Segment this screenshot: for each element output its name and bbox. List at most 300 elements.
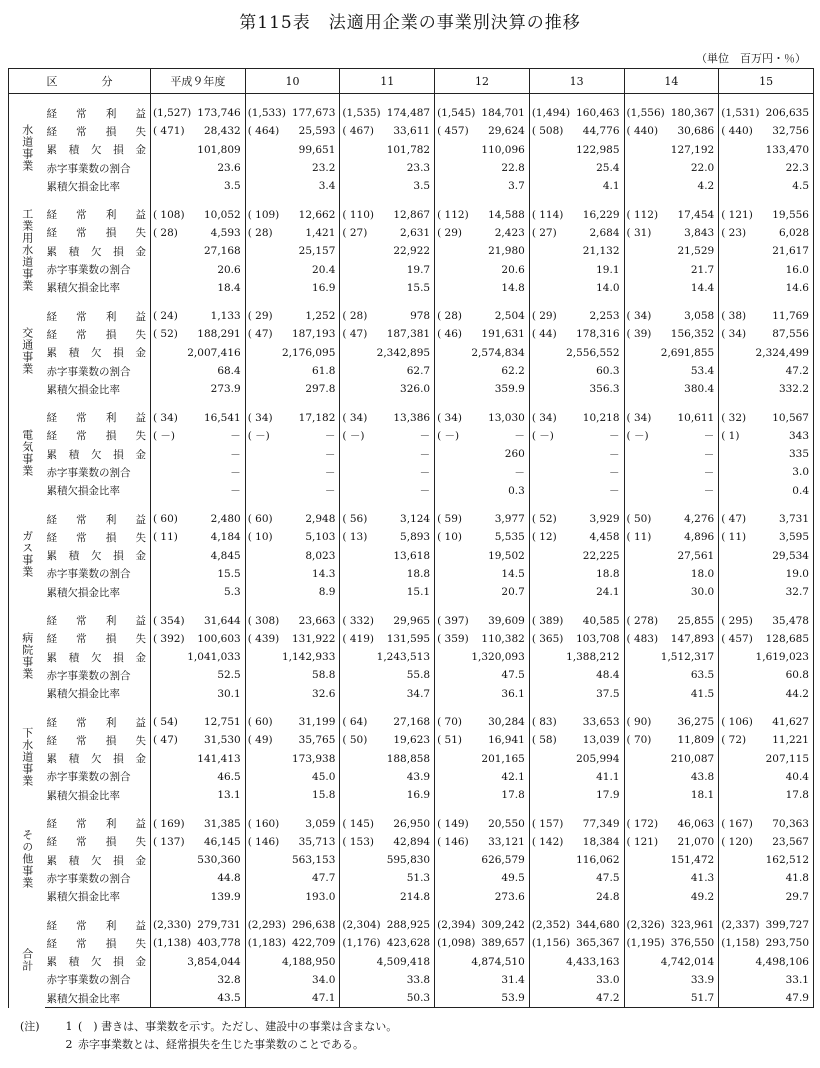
group-label: 水道事業 <box>9 104 45 195</box>
table-cell <box>435 344 530 362</box>
amount-value: 21,980 <box>488 245 525 258</box>
table-cell <box>529 141 624 159</box>
amount-value: 1,133 <box>210 310 241 323</box>
table-cell <box>245 685 340 703</box>
amount-value: － <box>609 430 620 443</box>
count-value: (2,352) <box>531 919 571 932</box>
row-label: 累積欠損金比率 <box>46 383 120 396</box>
amount-value: 19,502 <box>488 549 525 562</box>
table-cell <box>151 325 246 343</box>
note-text: ( ) 書きは、事業数を示す。ただし、建設中の事業は含まない。 <box>78 1020 398 1033</box>
table-cell <box>624 159 719 177</box>
row-label: 累積欠損金 <box>46 144 146 157</box>
amount-value: 3,977 <box>494 513 525 526</box>
row-label: 赤字事業数の割合 <box>46 568 131 581</box>
count-value: ( 137) <box>153 835 185 848</box>
count-value: ( 110) <box>342 208 374 221</box>
amount-value: 22.0 <box>690 162 715 175</box>
amount-value: 34.7 <box>406 687 431 700</box>
amount-value: 30.1 <box>217 687 241 700</box>
table-cell <box>719 869 814 887</box>
table-cell <box>340 177 435 195</box>
amount-value: 178,316 <box>576 328 620 341</box>
row-label: 赤字事業数の割合 <box>46 771 131 784</box>
amount-value: 530,360 <box>197 854 241 867</box>
table-cell <box>529 104 624 122</box>
count-value: ( －) <box>153 430 176 443</box>
table-cell <box>529 952 624 970</box>
amount-value: 13,030 <box>488 411 525 424</box>
amount-value: 63.5 <box>690 669 715 682</box>
amount-value: 14.4 <box>690 281 715 294</box>
amount-value: 2,504 <box>494 310 525 323</box>
amount-value: 42,894 <box>393 835 431 848</box>
table-cell <box>340 325 435 343</box>
note-mark: (注) <box>20 1020 40 1033</box>
table-cell <box>151 260 246 278</box>
count-value: ( 457) <box>437 125 469 138</box>
table-cell <box>340 344 435 362</box>
amount-value: 25,593 <box>298 125 336 138</box>
count-value: ( 39) <box>626 328 652 341</box>
amount-value: 2,556,552 <box>566 346 620 359</box>
amount-value: 49.2 <box>690 890 715 903</box>
amount-value: 563,153 <box>291 854 336 867</box>
amount-value: 15.1 <box>406 586 431 599</box>
table-row <box>9 408 814 426</box>
table-cell <box>435 463 530 481</box>
row-label: 経常利益 <box>46 412 146 425</box>
table-cell <box>340 814 435 832</box>
amount-value: － <box>514 430 525 443</box>
amount-value: 978 <box>410 310 431 323</box>
amount-value: 4,433,163 <box>566 955 620 968</box>
table-cell <box>529 159 624 177</box>
table-cell <box>719 952 814 970</box>
amount-value: 22,922 <box>393 245 431 258</box>
amount-value: 61.8 <box>312 365 336 377</box>
table-cell <box>435 325 530 343</box>
amount-value: 122,985 <box>576 143 620 156</box>
table-cell <box>245 159 340 177</box>
table-cell <box>245 713 340 731</box>
amount-value: 184,701 <box>481 107 525 120</box>
count-value: (2,394) <box>437 919 476 932</box>
amount-value: 423,628 <box>386 937 431 950</box>
table-cell <box>151 279 246 297</box>
amount-value: 33.0 <box>596 973 620 986</box>
table-row <box>9 750 814 768</box>
amount-value: 16,229 <box>582 208 620 221</box>
table-cell <box>529 307 624 325</box>
group-label: 電気事業 <box>9 408 45 499</box>
table-cell <box>719 104 814 122</box>
table-cell <box>151 583 246 601</box>
table-cell <box>435 713 530 731</box>
count-value: ( 112) <box>437 208 469 221</box>
table-row <box>9 971 814 989</box>
amount-value: 260 <box>504 448 525 461</box>
table-cell <box>624 104 719 122</box>
amount-value: 12,751 <box>203 716 241 729</box>
count-value: ( 50) <box>626 513 652 526</box>
amount-value: 18.4 <box>217 281 241 294</box>
count-value: ( 28) <box>342 310 368 323</box>
amount-value: 13,039 <box>582 734 620 747</box>
table-row <box>9 362 814 380</box>
amount-value: 21.7 <box>690 263 715 276</box>
count-value: ( 34) <box>626 310 652 323</box>
amount-value: 131,595 <box>386 632 431 645</box>
table-cell <box>151 427 246 445</box>
table-cell <box>529 869 624 887</box>
row-label: 累積欠損金比率 <box>46 891 120 904</box>
table-cell <box>340 833 435 851</box>
count-value: ( 169) <box>153 817 185 830</box>
amount-value: 110,382 <box>481 632 525 645</box>
table-cell <box>719 611 814 629</box>
amount-value: 15.8 <box>312 789 336 802</box>
count-value: (1,527) <box>153 107 192 120</box>
amount-value: 11,809 <box>677 734 715 747</box>
amount-value: 13,618 <box>393 549 431 562</box>
amount-value: 403,778 <box>197 937 241 950</box>
amount-value: 147,893 <box>670 632 715 645</box>
header-year: 14 <box>624 69 719 94</box>
amount-value: 2,253 <box>589 310 620 323</box>
amount-value: 174,487 <box>386 107 431 120</box>
table-cell <box>340 141 435 159</box>
amount-value: － <box>514 466 525 479</box>
amount-value: 2,631 <box>400 226 431 239</box>
amount-value: 288,925 <box>386 919 431 932</box>
amount-value: 47.9 <box>785 992 809 1005</box>
amount-value: － <box>419 485 431 498</box>
amount-value: 20.6 <box>501 263 525 276</box>
group-label: 合計 <box>9 916 45 1008</box>
amount-value: 376,550 <box>670 937 715 950</box>
table-row <box>9 205 814 223</box>
table-cell <box>151 869 246 887</box>
table-cell <box>151 713 246 731</box>
note-item <box>20 1036 397 1054</box>
table-cell <box>529 279 624 297</box>
group-label: 下水道事業 <box>9 713 45 804</box>
table-cell <box>529 731 624 749</box>
amount-value: 14.0 <box>596 281 620 294</box>
table-cell <box>340 888 435 906</box>
count-value: ( 153) <box>342 835 374 848</box>
amount-value: 87,556 <box>772 328 809 341</box>
table-row <box>9 445 814 463</box>
table-cell <box>624 463 719 481</box>
amount-value: 1,243,513 <box>376 651 431 664</box>
amount-value: － <box>609 448 620 461</box>
amount-value: 41,627 <box>772 716 809 729</box>
amount-value: 58.8 <box>312 669 336 682</box>
amount-value: 32.8 <box>217 973 241 986</box>
table-cell <box>340 713 435 731</box>
table-cell <box>435 177 530 195</box>
header-year: 13 <box>529 69 624 94</box>
table-cell <box>624 814 719 832</box>
table-row <box>9 814 814 832</box>
table-row <box>9 916 814 934</box>
count-value: ( 308) <box>247 614 280 627</box>
table-row <box>9 685 814 703</box>
count-value: (1,176) <box>342 937 381 950</box>
count-value: ( 440) <box>626 125 659 138</box>
table-cell <box>435 122 530 140</box>
row-label: 赤字事業数の割合 <box>46 974 131 987</box>
table-row <box>9 224 814 242</box>
count-value: ( 28) <box>247 226 273 239</box>
table-cell <box>245 648 340 666</box>
row-label: 経常損失 <box>46 328 146 341</box>
table-cell <box>435 510 530 528</box>
count-value: ( 121) <box>626 835 659 848</box>
count-value: ( －) <box>437 430 460 443</box>
amount-value: 21,529 <box>677 245 715 258</box>
table-cell <box>151 989 246 1008</box>
amount-value: 32.6 <box>312 687 336 700</box>
count-value: ( 508) <box>531 125 564 138</box>
amount-value: 21,617 <box>772 245 809 258</box>
amount-value: 2,684 <box>589 226 620 239</box>
amount-value: 1,619,023 <box>755 651 809 664</box>
table-cell <box>435 916 530 934</box>
count-value: ( 38) <box>721 310 747 323</box>
table-cell <box>435 583 530 601</box>
table-cell <box>529 224 624 242</box>
table-row <box>9 851 814 869</box>
table-row <box>9 713 814 731</box>
count-value: ( 44) <box>531 328 557 341</box>
table-cell <box>151 344 246 362</box>
table-cell <box>719 731 814 749</box>
amount-value: 47.7 <box>312 872 336 885</box>
count-value: ( 149) <box>437 817 469 830</box>
table-cell <box>245 380 340 398</box>
amount-value: 23,663 <box>298 614 336 627</box>
amount-value: 2,574,834 <box>471 346 525 359</box>
amount-value: 77,349 <box>582 817 620 830</box>
table-cell <box>245 547 340 565</box>
table-cell <box>719 916 814 934</box>
row-label: 経常損失 <box>46 633 146 646</box>
table-cell <box>624 952 719 970</box>
amount-value: 17.8 <box>785 789 809 802</box>
table-cell <box>151 786 246 804</box>
count-value: ( 64) <box>342 716 368 729</box>
amount-value: 4,184 <box>210 531 241 544</box>
table-cell <box>435 408 530 426</box>
row-label: 経常損失 <box>46 937 146 950</box>
table-row <box>9 242 814 260</box>
table-cell <box>529 408 624 426</box>
group-label: 病院事業 <box>9 611 45 702</box>
amount-value: 47.1 <box>312 992 336 1005</box>
table-row <box>9 888 814 906</box>
amount-value: 100,603 <box>197 632 241 645</box>
amount-value: 41.3 <box>690 872 715 885</box>
amount-value: 101,782 <box>386 143 431 156</box>
amount-value: 173,746 <box>197 107 241 120</box>
table-cell <box>151 768 246 786</box>
amount-value: 131,922 <box>291 632 336 645</box>
amount-value: 344,680 <box>576 919 620 932</box>
table-cell <box>340 224 435 242</box>
table-cell <box>151 971 246 989</box>
amount-value: 380.4 <box>684 383 715 396</box>
amount-value: 4.5 <box>792 180 809 193</box>
table-cell <box>151 952 246 970</box>
table-cell <box>340 869 435 887</box>
table-cell <box>624 547 719 565</box>
amount-value: － <box>230 485 241 498</box>
count-value: (1,533) <box>247 107 286 120</box>
table-cell <box>435 279 530 297</box>
table-cell <box>435 362 530 380</box>
table-cell <box>719 971 814 989</box>
amount-value: 11,769 <box>772 310 809 323</box>
table-cell <box>529 205 624 223</box>
amount-value: 22.3 <box>785 162 809 175</box>
table-cell <box>435 648 530 666</box>
table-cell <box>624 242 719 260</box>
amount-value: 3,731 <box>778 513 809 526</box>
amount-value: 40,585 <box>582 614 620 627</box>
table-row <box>9 731 814 749</box>
amount-value: 60.8 <box>785 669 809 682</box>
table-cell <box>245 731 340 749</box>
count-value: ( 13) <box>342 531 368 544</box>
amount-value: 31,530 <box>203 734 241 747</box>
table-row <box>9 952 814 970</box>
amount-value: 193.0 <box>305 890 336 903</box>
table-cell <box>529 583 624 601</box>
table-cell <box>340 630 435 648</box>
table-cell <box>340 786 435 804</box>
group-label: その他事業 <box>9 814 45 905</box>
count-value: ( 278) <box>626 614 659 627</box>
table-cell <box>435 971 530 989</box>
count-value: ( 47) <box>247 328 273 341</box>
amount-value: － <box>324 448 336 461</box>
amount-value: 173,938 <box>291 752 336 765</box>
table-cell <box>624 427 719 445</box>
table-cell <box>529 427 624 445</box>
table-cell <box>529 510 624 528</box>
table-cell <box>435 611 530 629</box>
table-cell <box>340 768 435 786</box>
table-cell <box>624 307 719 325</box>
amount-value: 29.7 <box>785 890 809 903</box>
count-value: ( 109) <box>247 208 280 221</box>
amount-value: 21,132 <box>582 245 620 258</box>
amount-value: 23,567 <box>772 835 809 848</box>
table-cell <box>435 307 530 325</box>
table-cell <box>719 786 814 804</box>
table-cell <box>624 869 719 887</box>
table-row <box>9 427 814 445</box>
amount-value: 110,096 <box>481 143 525 156</box>
table-cell <box>529 630 624 648</box>
note-item <box>20 1018 397 1036</box>
table-cell <box>719 177 814 195</box>
table-cell <box>624 565 719 583</box>
count-value: ( －) <box>247 430 270 443</box>
table-row <box>9 666 814 684</box>
table-cell <box>340 685 435 703</box>
row-label: 経常損失 <box>46 430 146 443</box>
table-cell <box>435 934 530 952</box>
amount-value: 70,363 <box>772 817 809 830</box>
amount-value: 160,463 <box>576 107 620 120</box>
table-cell <box>529 344 624 362</box>
amount-value: 422,709 <box>291 937 336 950</box>
table-cell <box>435 869 530 887</box>
table-cell <box>151 833 246 851</box>
row-label: 累積欠損金 <box>46 245 146 258</box>
row-label: 累積欠損金 <box>46 347 146 360</box>
amount-value: 3.5 <box>413 180 431 193</box>
table-cell <box>151 731 246 749</box>
amount-value: 45.0 <box>312 770 336 783</box>
amount-value: 4,845 <box>210 549 241 562</box>
table-cell <box>435 768 530 786</box>
table-cell <box>245 242 340 260</box>
amount-value: 297.8 <box>305 383 336 396</box>
table-cell <box>435 666 530 684</box>
table-cell <box>245 666 340 684</box>
row-label: 経常利益 <box>46 615 146 628</box>
table-cell <box>719 989 814 1008</box>
amount-value: 1,041,033 <box>187 651 241 664</box>
table-cell <box>719 141 814 159</box>
count-value: ( 58) <box>531 734 557 747</box>
row-label: 赤字事業数の割合 <box>46 264 131 277</box>
amount-value: 33,653 <box>582 716 620 729</box>
table-cell <box>719 445 814 463</box>
table-cell <box>435 989 530 1008</box>
table-cell <box>719 814 814 832</box>
table-cell <box>151 482 246 500</box>
count-value: ( 389) <box>531 614 564 627</box>
header-category: 区 分 <box>9 69 151 94</box>
amount-value: 309,242 <box>481 919 525 932</box>
table-cell <box>245 482 340 500</box>
table-cell <box>624 713 719 731</box>
amount-value: 273.9 <box>210 383 241 396</box>
amount-value: 14.6 <box>785 281 809 294</box>
amount-value: 1,320,093 <box>471 651 525 664</box>
row-label: 累積欠損金 <box>46 651 146 664</box>
table-cell <box>719 159 814 177</box>
amount-value: － <box>230 430 241 443</box>
table-cell <box>340 362 435 380</box>
count-value: ( 54) <box>153 716 178 729</box>
amount-value: 43.9 <box>406 770 431 783</box>
amount-value: － <box>419 448 431 461</box>
table-row <box>9 989 814 1008</box>
table-cell <box>151 104 246 122</box>
amount-value: 19.7 <box>406 263 431 276</box>
table-cell <box>624 833 719 851</box>
count-value: ( 60) <box>153 513 178 526</box>
amount-value: 2,176,095 <box>281 346 336 359</box>
count-value: ( 56) <box>342 513 368 526</box>
